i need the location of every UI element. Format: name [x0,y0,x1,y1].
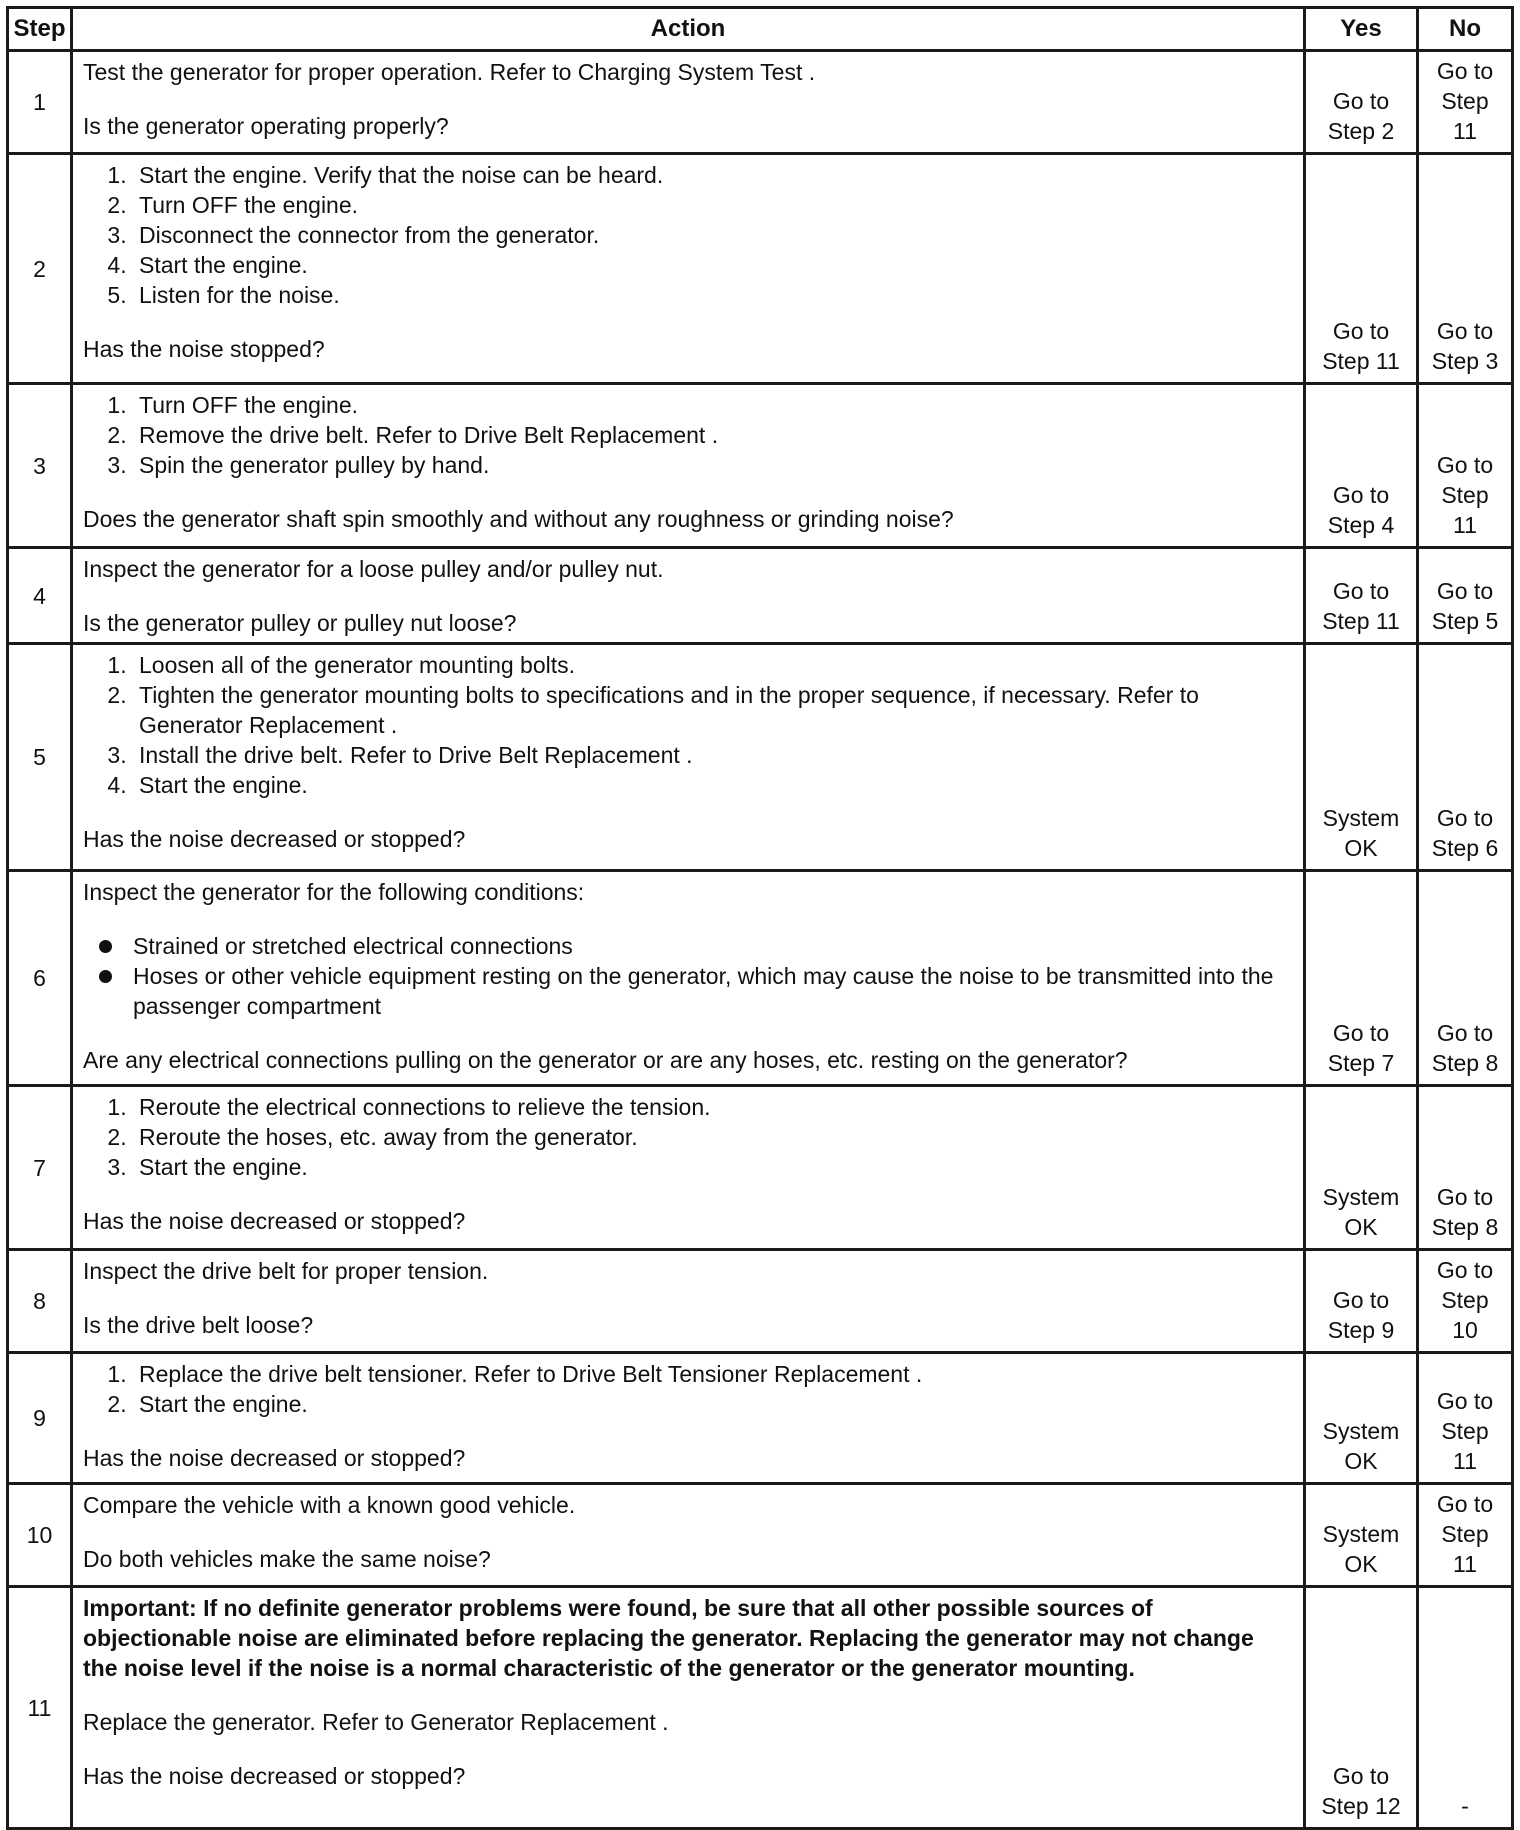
table-row-step-6 [8,871,1513,1086]
table-row-step-1 [8,51,1513,154]
diagnostic-table [6,6,1514,1830]
table-row-step-2 [8,154,1513,384]
bullet-icon [99,970,112,983]
procedure-item: 2. Reroute the hoses, etc. away from the generator. [133,1122,1293,1152]
question-text: Has the noise decreased or stopped? [83,1763,466,1789]
step-number: 10 [8,1484,72,1587]
procedure-item: 3. Disconnect the connector from the generator. [133,220,1293,250]
no-cell: Go to Step 3 [1418,154,1513,384]
question-text: Does the generator shaft spin smoothly and without any roughness or grinding noise? [83,506,954,532]
action-cell [72,548,1305,644]
no-cell: Go to Step 8 [1418,871,1513,1086]
procedure-item: 4. Start the engine. [133,250,1293,280]
action-text: Replace the generator. Refer to Generator Replacement . [83,1709,669,1735]
procedure-item: 2. Remove the drive belt. Refer to Drive Belt Replacement . [133,420,1293,450]
header-step: Step [8,8,72,51]
no-cell: Go to Step 11 [1418,384,1513,548]
action-text: Inspect the generator for the following conditions: [83,879,585,905]
yes-cell: Go to Step 2 [1305,51,1418,154]
condition-item [133,931,1293,961]
question-text: Has the noise decreased or stopped? [83,1208,466,1234]
step-number: 7 [8,1086,72,1250]
question-text: Are any electrical connections pulling on the generator or are any hoses, etc. resting on the generator? [83,1047,1128,1073]
yes-cell: System OK [1305,1484,1418,1587]
step-number: 9 [8,1353,72,1484]
action-cell [72,871,1305,1086]
procedure-item: 1. Loosen all of the generator mounting bolts. [133,650,1293,680]
question-text: Is the generator pulley or pulley nut loose? [83,610,517,636]
step-number: 5 [8,644,72,871]
yes-cell: Go to Step 11 [1305,548,1418,644]
no-cell: Go to Step 6 [1418,644,1513,871]
table-row-step-8 [8,1250,1513,1353]
bullet-icon [99,940,112,953]
table-row-step-11 [8,1587,1513,1829]
table-row-step-9 [8,1353,1513,1484]
step-number: 3 [8,384,72,548]
no-cell: Go to Step 11 [1418,51,1513,154]
important-note: Important: If no definite generator problems were found, be sure that all other possible sources of objectionable noise are eliminated before replacing the generator. Replacing the generator may not change the noise level if the noise is a normal characteristic of the generator or the generator mounting. [83,1595,1254,1681]
table-row-step-4 [8,548,1513,644]
yes-cell: System OK [1305,1353,1418,1484]
procedure-item: 3. Start the engine. [133,1152,1293,1182]
action-cell [72,1353,1305,1484]
procedure-item: 3. Install the drive belt. Refer to Drive Belt Replacement . [133,740,1293,770]
step-number: 11 [8,1587,72,1829]
action-cell [72,644,1305,871]
action-text: Test the generator for proper operation. Refer to Charging System Test . [83,59,816,85]
procedure-item: 1. Start the engine. Verify that the noise can be heard. [133,160,1293,190]
action-cell [72,154,1305,384]
no-cell: Go to Step 8 [1418,1086,1513,1250]
action-cell [72,1086,1305,1250]
question-text: Has the noise stopped? [83,336,325,362]
step-number: 4 [8,548,72,644]
question-text: Is the drive belt loose? [83,1312,314,1338]
procedure-item: 2. Start the engine. [133,1389,1293,1419]
step-number: 8 [8,1250,72,1353]
procedure-item: 4. Start the engine. [133,770,1293,800]
question-text: Do both vehicles make the same noise? [83,1546,491,1572]
action-cell [72,1250,1305,1353]
no-cell: - [1418,1587,1513,1829]
procedure-item: 2. Turn OFF the engine. [133,190,1293,220]
action-cell [72,384,1305,548]
procedure-item: 1. Turn OFF the engine. [133,390,1293,420]
yes-cell: Go to Step 11 [1305,154,1418,384]
no-cell: Go to Step 10 [1418,1250,1513,1353]
procedure-list [83,1092,1293,1182]
action-cell [72,51,1305,154]
question-text: Is the generator operating properly? [83,113,449,139]
yes-cell: Go to Step 4 [1305,384,1418,548]
procedure-list [83,1359,1293,1419]
action-cell [72,1587,1305,1829]
procedure-list [83,650,1293,800]
yes-cell: System OK [1305,1086,1418,1250]
procedure-item: 5. Listen for the noise. [133,280,1293,310]
step-number: 6 [8,871,72,1086]
no-cell: Go to Step 11 [1418,1353,1513,1484]
procedure-list [83,160,1293,310]
table-row-step-7 [8,1086,1513,1250]
yes-cell: System OK [1305,644,1418,871]
header-yes: Yes [1305,8,1418,51]
action-text: Compare the vehicle with a known good vehicle. [83,1492,576,1518]
action-cell [72,1484,1305,1587]
table-row-step-10 [8,1484,1513,1587]
action-text: Inspect the drive belt for proper tension. [83,1258,489,1284]
procedure-item: 3. Spin the generator pulley by hand. [133,450,1293,480]
condition-text: Hoses or other vehicle equipment resting on the generator, which may cause the noise to be transmitted into the passenger compartment [133,963,1274,1019]
diagnostic-table-sheet [6,6,1511,1819]
procedure-item: 1. Reroute the electrical connections to relieve the tension. [133,1092,1293,1122]
no-cell: Go to Step 5 [1418,548,1513,644]
yes-cell: Go to Step 7 [1305,871,1418,1086]
yes-cell: Go to Step 12 [1305,1587,1418,1829]
step-number: 2 [8,154,72,384]
header-no: No [1418,8,1513,51]
no-cell: Go to Step 11 [1418,1484,1513,1587]
header-action: Action [72,8,1305,51]
action-text: Inspect the generator for a loose pulley and/or pulley nut. [83,556,664,582]
step-number: 1 [8,51,72,154]
condition-list [83,931,1293,1021]
question-text: Has the noise decreased or stopped? [83,1445,466,1471]
question-text: Has the noise decreased or stopped? [83,826,466,852]
table-row-step-5 [8,644,1513,871]
yes-cell: Go to Step 9 [1305,1250,1418,1353]
table-row-step-3 [8,384,1513,548]
procedure-list [83,390,1293,480]
procedure-item: 1. Replace the drive belt tensioner. Refer to Drive Belt Tensioner Replacement . [133,1359,1293,1389]
procedure-item: 2. Tighten the generator mounting bolts to specifications and in the proper sequence, if necessary. Refer to Generator Replacement . [133,680,1293,740]
condition-item [133,961,1293,1021]
condition-text: Strained or stretched electrical connections [133,933,573,959]
table-header-row [8,8,1513,51]
